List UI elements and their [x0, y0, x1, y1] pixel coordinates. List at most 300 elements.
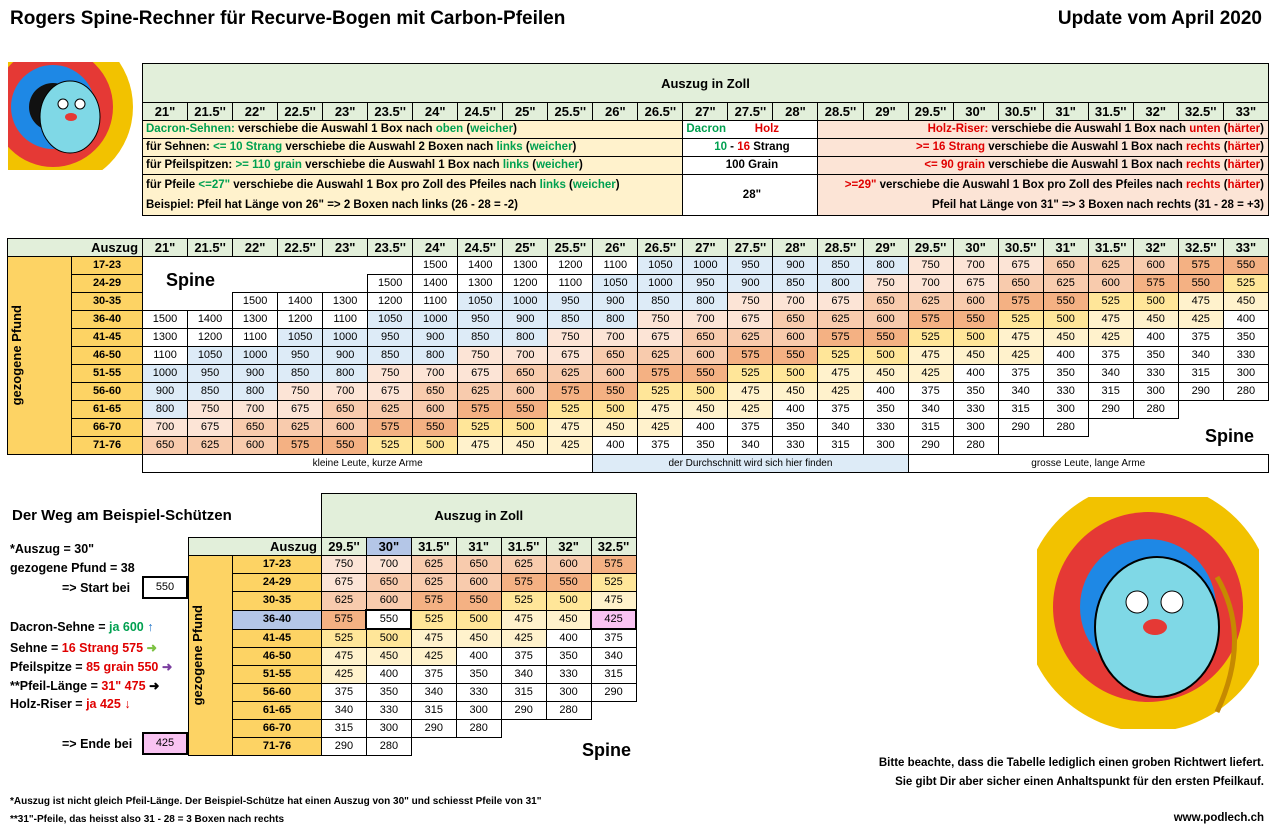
spine-cell: 475 — [728, 383, 773, 401]
spine-cell: 600 — [413, 401, 458, 419]
spine-cell: 600 — [953, 293, 998, 311]
draw-length-4: 23" — [323, 103, 368, 121]
spine-cell — [323, 257, 368, 275]
spine-cell: 450 — [953, 347, 998, 365]
draw-length-7: 24.5'' — [458, 103, 503, 121]
ex-spine-cell: 425 — [591, 610, 636, 629]
ex-weight-56-60: 56-60 — [233, 684, 322, 702]
ex-spine-cell: 280 — [366, 738, 411, 756]
spine-cell: 375 — [1178, 329, 1223, 347]
spine-cell: 675 — [998, 257, 1043, 275]
spine-cell: 550 — [593, 383, 638, 401]
spine-cell: 700 — [773, 293, 818, 311]
spine-cell: 700 — [503, 347, 548, 365]
auszug-header: Auszug in Zoll — [143, 64, 1269, 103]
spine-cell: 1400 — [413, 275, 458, 293]
spine-cell: 625 — [818, 311, 863, 329]
spine-cell: 900 — [593, 293, 638, 311]
spine-cell: 300 — [863, 437, 908, 455]
ex-spine-cell: 375 — [501, 648, 546, 666]
spine-cell: 425 — [908, 365, 953, 383]
spine-cell: 575 — [1133, 275, 1178, 293]
ex-spine-cell: 340 — [411, 684, 456, 702]
ex-draw-4: 31.5'' — [501, 538, 546, 556]
spine-cell: 1200 — [503, 275, 548, 293]
spine-cell — [1088, 419, 1133, 437]
ex-spine-cell: 500 — [546, 592, 591, 611]
spine-cell: 1200 — [278, 311, 323, 329]
spine-cell: 800 — [593, 311, 638, 329]
spine-cell: 400 — [1223, 311, 1268, 329]
spine-cell: 300 — [953, 419, 998, 437]
spine-cell: 575 — [458, 401, 503, 419]
ex-spine-cell: 450 — [366, 648, 411, 666]
ex-spine-cell: 650 — [366, 574, 411, 592]
spine-cell: 475 — [548, 419, 593, 437]
spine-cell: 675 — [818, 293, 863, 311]
spine-cell — [233, 275, 278, 293]
spine-cell: 330 — [1043, 383, 1088, 401]
ex-spine-cell: 500 — [456, 610, 501, 629]
spine-cell: 625 — [548, 365, 593, 383]
draw-length-12: 27" — [683, 103, 728, 121]
spine-cell: 625 — [458, 383, 503, 401]
draw-length-3: 22.5'' — [278, 239, 323, 257]
spine-cell: 550 — [863, 329, 908, 347]
spine-cell: 500 — [683, 383, 728, 401]
ex-spine-cell: 300 — [546, 684, 591, 702]
spine-cell: 350 — [1133, 347, 1178, 365]
spine-cell: 700 — [683, 311, 728, 329]
draw-length-2: 22" — [233, 239, 278, 257]
spine-cell: 750 — [638, 311, 683, 329]
spine-cell: 280 — [1133, 401, 1178, 419]
ex-start-val: 550 — [142, 576, 188, 599]
ex-draw-2: 31.5" — [411, 538, 456, 556]
spine-cell: 300 — [1043, 401, 1088, 419]
ex-spine-cell: 340 — [501, 666, 546, 684]
spine-cell: 575 — [818, 329, 863, 347]
spine-cell: 400 — [953, 365, 998, 383]
spine-cell: 850 — [278, 365, 323, 383]
spine-cell: 500 — [1133, 293, 1178, 311]
ex-spine-cell: 350 — [366, 684, 411, 702]
ex-auszug-label: Auszug — [189, 538, 322, 556]
ex-auszug-header: Auszug in Zoll — [322, 494, 637, 538]
ex-spine-cell: 425 — [411, 648, 456, 666]
spine-cell: 525 — [1088, 293, 1133, 311]
ex-spine-cell: 600 — [456, 574, 501, 592]
ex-spine-cell: 375 — [322, 684, 367, 702]
spine-cell: 750 — [863, 275, 908, 293]
page-title: Rogers Spine-Rechner für Recurve-Bogen mit Carbon-Pfeilen — [10, 8, 566, 29]
note-spitzen-right: <= 90 grain verschiebe die Auswahl 1 Box nach rechts (härter) — [818, 157, 1269, 175]
spine-cell: 675 — [458, 365, 503, 383]
spine-cell: 625 — [278, 419, 323, 437]
spine-cell: 1300 — [233, 311, 278, 329]
spine-cell: 475 — [458, 437, 503, 455]
spine-cell: 600 — [683, 347, 728, 365]
spine-label-right: Spine — [1205, 426, 1255, 446]
ex-spine-cell: 575 — [411, 592, 456, 611]
spine-cell: 650 — [413, 383, 458, 401]
spine-cell: 525 — [458, 419, 503, 437]
ex-spine-cell: 375 — [591, 629, 636, 648]
spine-cell: 1000 — [143, 365, 188, 383]
spine-cell: 700 — [593, 329, 638, 347]
weight-24-29: 24-29 — [72, 275, 143, 293]
spine-cell: 340 — [728, 437, 773, 455]
spine-cell: 900 — [143, 383, 188, 401]
spine-cell: 800 — [503, 329, 548, 347]
spine-cell: 500 — [863, 347, 908, 365]
ex-spine-cell: 475 — [591, 592, 636, 611]
spine-cell: 450 — [1043, 329, 1088, 347]
spine-cell: 315 — [818, 437, 863, 455]
spine-cell: 300 — [1223, 365, 1268, 383]
weight-41-45: 41-45 — [72, 329, 143, 347]
spine-cell: 950 — [188, 365, 233, 383]
spine-cell: 800 — [233, 383, 278, 401]
ex-spine-cell: 330 — [366, 702, 411, 720]
spine-cell: 1100 — [548, 275, 593, 293]
spine-cell — [323, 275, 368, 293]
spine-cell: 1000 — [683, 257, 728, 275]
spine-cell: 1050 — [278, 329, 323, 347]
footer-mid: der Durchschnitt wird sich hier finden — [593, 455, 908, 473]
spine-cell: 850 — [638, 293, 683, 311]
spine-cell: 315 — [1088, 383, 1133, 401]
spine-cell: 550 — [683, 365, 728, 383]
spine-cell: 900 — [413, 329, 458, 347]
spine-cell: 350 — [863, 401, 908, 419]
spine-cell: 400 — [593, 437, 638, 455]
spine-cell: 900 — [323, 347, 368, 365]
ex-spine-cell: 425 — [322, 666, 367, 684]
note-holz: Holz-Riser: verschiebe die Auswahl 1 Box nach unten (härter) — [818, 121, 1269, 139]
spine-cell: 525 — [368, 437, 413, 455]
ex-pfund: gezogene Pfund = 38 — [10, 561, 135, 575]
ex-spine-cell: 450 — [546, 610, 591, 629]
draw-length-10: 26" — [593, 103, 638, 121]
spine-cell: 800 — [413, 347, 458, 365]
draw-length-22: 32" — [1133, 103, 1178, 121]
note-strang: 10 - 16 Strang — [683, 139, 818, 157]
spine-cell: 650 — [143, 437, 188, 455]
spine-cell: 600 — [863, 311, 908, 329]
ex-spine-cell: 400 — [546, 629, 591, 648]
ex-spine-cell: 600 — [366, 592, 411, 611]
ex-spine-cell: 525 — [501, 592, 546, 611]
weight-66-70: 66-70 — [72, 419, 143, 437]
hint-2: Sie gibt Dir aber sicher einen Anhaltspunkt für den ersten Pfeilkauf. — [895, 776, 1264, 788]
hint-1: Bitte beachte, dass die Tabelle lediglich einen groben Richtwert liefert. — [878, 757, 1264, 769]
draw-length-1: 21.5'' — [188, 103, 233, 121]
spine-cell: 1200 — [368, 293, 413, 311]
spine-cell: 315 — [908, 419, 953, 437]
ex-draw-5: 32" — [546, 538, 591, 556]
spine-cell: 400 — [683, 419, 728, 437]
spine-cell: 600 — [233, 437, 278, 455]
ex-spine-cell: 330 — [456, 684, 501, 702]
spine-cell: 330 — [1223, 347, 1268, 365]
spine-cell: 500 — [773, 365, 818, 383]
spine-cell — [368, 257, 413, 275]
spine-cell: 600 — [593, 365, 638, 383]
spine-cell: 575 — [368, 419, 413, 437]
spine-cell: 600 — [1133, 257, 1178, 275]
spine-cell: 650 — [323, 401, 368, 419]
spine-cell: 340 — [1178, 347, 1223, 365]
draw-length-23: 32.5'' — [1178, 103, 1223, 121]
spine-cell: 375 — [818, 401, 863, 419]
spine-cell: 800 — [143, 401, 188, 419]
spine-cell: 550 — [1223, 257, 1268, 275]
spine-cell: 650 — [233, 419, 278, 437]
weight-46-50: 46-50 — [72, 347, 143, 365]
weight-17-23: 17-23 — [72, 257, 143, 275]
draw-length-13: 27.5'' — [728, 103, 773, 121]
note-grain: 100 Grain — [683, 157, 818, 175]
spine-cell — [1223, 401, 1268, 419]
spine-cell: 525 — [1223, 275, 1268, 293]
spine-cell: 525 — [908, 329, 953, 347]
draw-length-5: 23.5'' — [368, 103, 413, 121]
spine-cell: 350 — [773, 419, 818, 437]
ex-spine-cell: 290 — [501, 702, 546, 720]
ex-spine-cell: 550 — [456, 592, 501, 611]
spine-cell: 575 — [548, 383, 593, 401]
spine-cell: 800 — [818, 275, 863, 293]
spine-cell: 375 — [998, 365, 1043, 383]
spine-cell: 525 — [638, 383, 683, 401]
ex-spine-cell: 340 — [322, 702, 367, 720]
draw-length-9: 25.5'' — [548, 103, 593, 121]
spine-cell: 625 — [368, 401, 413, 419]
spine-cell: 1050 — [638, 257, 683, 275]
note-pfeile-right: >=29" verschiebe die Auswahl 1 Box pro Zoll des Pfeiles nach rechts (härter) Pfeil hat Länge von 31" => 3 Boxen nach rechts (31 - 28 = +3) — [818, 175, 1269, 216]
spine-cell: 350 — [683, 437, 728, 455]
spine-cell: 450 — [773, 383, 818, 401]
ex-weight-66-70: 66-70 — [233, 720, 322, 738]
ex-spine-cell — [501, 720, 546, 738]
spine-cell: 350 — [1223, 329, 1268, 347]
spine-cell: 475 — [908, 347, 953, 365]
spine-cell — [188, 293, 233, 311]
ex-spine-cell: 600 — [546, 556, 591, 574]
spine-cell: 425 — [638, 419, 683, 437]
ex-spine-cell: 500 — [366, 629, 411, 648]
spine-cell: 575 — [998, 293, 1043, 311]
spine-cell: 300 — [1133, 383, 1178, 401]
spine-cell: 900 — [503, 311, 548, 329]
spine-cell: 575 — [728, 347, 773, 365]
spine-cell: 950 — [458, 311, 503, 329]
ex-spine-cell: 625 — [411, 574, 456, 592]
ex-spine-cell: 300 — [366, 720, 411, 738]
ex-draw-0: 29.5'' — [322, 538, 367, 556]
ex-spine-cell: 475 — [411, 629, 456, 648]
ex-weight-41-45: 41-45 — [233, 629, 322, 648]
ex-spine-cell: 625 — [322, 592, 367, 611]
ex-spine-cell: 575 — [322, 610, 367, 629]
draw-length-10: 26" — [593, 239, 638, 257]
spine-cell: 750 — [188, 401, 233, 419]
spine-cell: 525 — [548, 401, 593, 419]
spine-cell: 500 — [413, 437, 458, 455]
spine-cell: 425 — [818, 383, 863, 401]
draw-length-16: 29" — [863, 239, 908, 257]
weight-56-60: 56-60 — [72, 383, 143, 401]
spine-cell: 800 — [863, 257, 908, 275]
note-sehnen-right: >= 16 Strang verschiebe die Auswahl 1 Box nach rechts (härter) — [818, 139, 1269, 157]
ex-spitze: Pfeilspitze = 85 grain 550 ➜ — [10, 660, 173, 674]
draw-length-13: 27.5'' — [728, 239, 773, 257]
ex-spine-cell: 300 — [456, 702, 501, 720]
spine-cell: 700 — [953, 257, 998, 275]
ex-pfund-column — [189, 556, 233, 756]
spine-cell: 1100 — [323, 311, 368, 329]
spine-cell: 550 — [323, 437, 368, 455]
spine-cell: 1050 — [368, 311, 413, 329]
spine-cell: 1300 — [458, 275, 503, 293]
ex-spine-cell: 525 — [411, 610, 456, 629]
weight-71-76: 71-76 — [72, 437, 143, 455]
spine-cell: 1300 — [503, 257, 548, 275]
ex-spine-cell: 350 — [546, 648, 591, 666]
spine-cell: 290 — [998, 419, 1043, 437]
spine-cell: 550 — [413, 419, 458, 437]
spine-cell: 625 — [728, 329, 773, 347]
ex-draw-6: 32.5'' — [591, 538, 636, 556]
note-spitzen: für Pfeilspitzen: >= 110 grain verschiebe die Auswahl 1 Box nach links (weicher) — [143, 157, 683, 175]
ex-ende-val: 425 — [142, 732, 188, 755]
draw-length-15: 28.5'' — [818, 239, 863, 257]
ex-spine-cell: 650 — [456, 556, 501, 574]
spine-cell: 450 — [1223, 293, 1268, 311]
spine-cell: 1500 — [143, 311, 188, 329]
spine-cell: 375 — [908, 383, 953, 401]
draw-length-23: 32.5'' — [1178, 239, 1223, 257]
spine-cell: 800 — [683, 293, 728, 311]
spine-cell: 340 — [998, 383, 1043, 401]
spine-cell: 1300 — [323, 293, 368, 311]
spine-label: Spine — [166, 270, 216, 290]
draw-length-20: 31" — [1043, 239, 1088, 257]
draw-length-21: 31.5'' — [1088, 103, 1133, 121]
ex-spine-cell: 315 — [322, 720, 367, 738]
spine-cell: 675 — [953, 275, 998, 293]
spine-cell: 600 — [773, 329, 818, 347]
ex-spine-cell: 280 — [546, 702, 591, 720]
spine-cell: 1500 — [368, 275, 413, 293]
note-len: 28" — [683, 175, 818, 216]
spine-cell: 800 — [323, 365, 368, 383]
spine-cell: 500 — [593, 401, 638, 419]
spine-cell: 675 — [548, 347, 593, 365]
ex-weight-30-35: 30-35 — [233, 592, 322, 611]
spine-cell: 600 — [323, 419, 368, 437]
spine-cell: 700 — [233, 401, 278, 419]
spine-cell: 900 — [773, 257, 818, 275]
spine-cell: 400 — [1043, 347, 1088, 365]
draw-length-17: 29.5'' — [908, 103, 953, 121]
ex-spine-cell: 525 — [322, 629, 367, 648]
spine-cell: 550 — [1178, 275, 1223, 293]
spine-cell: 475 — [998, 329, 1043, 347]
ex-spine-cell: 290 — [591, 684, 636, 702]
spine-cell: 1300 — [143, 329, 188, 347]
spine-cell: 950 — [548, 293, 593, 311]
ex-spine-cell — [411, 738, 456, 756]
draw-length-17: 29.5'' — [908, 239, 953, 257]
spine-cell: 425 — [998, 347, 1043, 365]
pfund-column — [8, 257, 72, 455]
spine-cell: 375 — [728, 419, 773, 437]
ex-spine-cell: 350 — [456, 666, 501, 684]
spine-cell: 525 — [728, 365, 773, 383]
spine-cell — [1043, 437, 1088, 455]
draw-length-0: 21" — [143, 103, 188, 121]
spine-cell: 350 — [1043, 365, 1088, 383]
spine-cell: 315 — [998, 401, 1043, 419]
draw-length-2: 22" — [233, 103, 278, 121]
spine-cell: 425 — [728, 401, 773, 419]
spine-cell: 700 — [323, 383, 368, 401]
ex-ende: => Ende bei — [62, 737, 133, 751]
ex-spine-cell — [456, 738, 501, 756]
spine-cell: 1100 — [413, 293, 458, 311]
spine-cell: 575 — [278, 437, 323, 455]
spine-cell: 550 — [953, 311, 998, 329]
draw-length-8: 25" — [503, 103, 548, 121]
spine-cell: 450 — [1133, 311, 1178, 329]
rules-table — [142, 63, 1269, 216]
spine-cell: 625 — [638, 347, 683, 365]
spine-cell: 675 — [188, 419, 233, 437]
ex-spine-cell — [501, 738, 546, 756]
spine-cell: 675 — [638, 329, 683, 347]
draw-length-24: 33" — [1223, 103, 1268, 121]
spine-cell: 1400 — [458, 257, 503, 275]
spine-cell: 425 — [548, 437, 593, 455]
spine-cell: 600 — [503, 383, 548, 401]
ex-sehne: Sehne = 16 Strang 575 ➜ — [10, 641, 158, 655]
spine-cell: 280 — [1043, 419, 1088, 437]
spine-cell: 525 — [818, 347, 863, 365]
ex-weight-17-23: 17-23 — [233, 556, 322, 574]
ex-spine-cell: 550 — [546, 574, 591, 592]
spine-cell — [278, 275, 323, 293]
spine-cell — [278, 257, 323, 275]
spine-cell: 550 — [1043, 293, 1088, 311]
draw-length-1: 21.5'' — [188, 239, 233, 257]
spine-cell: 475 — [638, 401, 683, 419]
spine-cell: 450 — [863, 365, 908, 383]
draw-length-5: 23.5'' — [368, 239, 413, 257]
spine-cell: 375 — [1088, 347, 1133, 365]
weight-51-55: 51-55 — [72, 365, 143, 383]
spine-cell: 1400 — [278, 293, 323, 311]
update-date: Update vom April 2020 — [1057, 8, 1262, 29]
spine-cell: 950 — [368, 329, 413, 347]
ex-start: => Start bei — [62, 581, 131, 595]
ex-spine-cell — [591, 720, 636, 738]
spine-cell: 650 — [863, 293, 908, 311]
spine-cell: 575 — [1178, 257, 1223, 275]
ex-pfund-label: gezogene Pfund — [190, 605, 205, 706]
draw-length-11: 26.5'' — [638, 239, 683, 257]
